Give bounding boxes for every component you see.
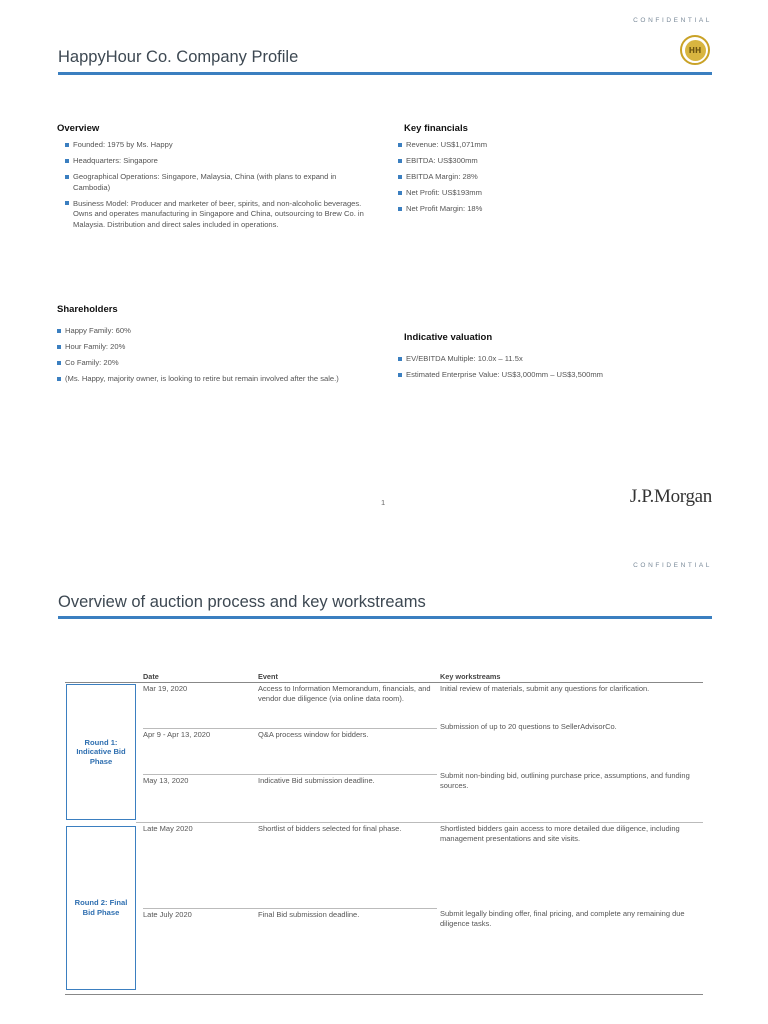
- row-date: Mar 19, 2020: [143, 684, 188, 693]
- list-item: Hour Family: 20%: [57, 342, 347, 353]
- shareholders-heading: Shareholders: [57, 304, 118, 315]
- row-event: Shortlist of bidders selected for final phase.: [258, 824, 402, 833]
- confidential-label: CONFIDENTIAL: [633, 562, 712, 569]
- row-divider: [143, 774, 437, 775]
- list-item: Revenue: US$1,071mm: [398, 140, 698, 151]
- row-workstream: Submission of up to 20 questions to SellerAdvisorCo.: [440, 722, 617, 731]
- row-event: Final Bid submission deadline.: [258, 910, 360, 919]
- jpmorgan-logo: J.P.Morgan: [629, 486, 712, 507]
- valuation-list: [398, 354, 708, 386]
- list-item: Headquarters: Singapore: [65, 156, 365, 167]
- row-date: Apr 9 - Apr 13, 2020: [143, 730, 211, 739]
- page-title: HappyHour Co. Company Profile: [58, 48, 299, 66]
- list-item: (Ms. Happy, majority owner, is looking to retire but remain involved after the sale.): [57, 374, 347, 385]
- column-header-workstreams: Key workstreams: [440, 672, 501, 681]
- overview-heading: Overview: [57, 123, 100, 134]
- row-workstream: Shortlisted bidders gain access to more detailed due diligence, including management presentations and site visits.: [440, 824, 680, 843]
- logo-emblem: HH: [685, 40, 706, 61]
- list-item: Geographical Operations: Singapore, Malaysia, China (with plans to expand in Cambodia): [65, 172, 365, 193]
- row-date: Late May 2020: [143, 824, 193, 833]
- row-event: Indicative Bid submission deadline.: [258, 776, 375, 785]
- row-divider: [143, 908, 437, 909]
- row-workstream: Initial review of materials, submit any questions for clarification.: [440, 684, 650, 693]
- table-bottom-rule: [65, 994, 703, 995]
- company-logo: [680, 35, 710, 65]
- title-rule: [58, 616, 712, 619]
- list-item: EBITDA: US$300mm: [398, 156, 698, 167]
- page-title: Overview of auction process and key workstreams: [58, 593, 426, 611]
- row-event: Access to Information Memorandum, financials, and vendor due diligence (via online data room).: [258, 684, 431, 703]
- row-event: Q&A process window for bidders.: [258, 730, 369, 739]
- key-financials-list: [398, 140, 698, 220]
- phase-divider: [136, 822, 703, 823]
- list-item: Co Family: 20%: [57, 358, 347, 369]
- row-divider: [143, 728, 437, 729]
- list-item: Founded: 1975 by Ms. Happy: [65, 140, 365, 151]
- header-rule: [65, 682, 703, 683]
- list-item: Business Model: Producer and marketer of beer, spirits, and non-alcoholic beverages. Owns and operates manufacturing in Singapore and China, outsourcing to Brew Co. in Malaysia. Distribution and direct sales included in operations.: [65, 199, 365, 231]
- confidential-label: CONFIDENTIAL: [633, 17, 712, 24]
- list-item: Net Profit: US$193mm: [398, 188, 698, 199]
- row-workstream: Submit legally binding offer, final pricing, and complete any remaining due diligence tasks.: [440, 909, 685, 928]
- valuation-heading: Indicative valuation: [404, 332, 493, 343]
- overview-list: [65, 140, 365, 236]
- phase-label-round-1: Round 1: Indicative Bid Phase: [66, 684, 136, 820]
- title-rule: [58, 72, 712, 75]
- row-date: May 13, 2020: [143, 776, 189, 785]
- list-item: EV/EBITDA Multiple: 10.0x – 11.5x: [398, 354, 708, 365]
- page-number: 1: [381, 498, 386, 507]
- phase-label-round-2: Round 2: Final Bid Phase: [66, 826, 136, 990]
- list-item: Happy Family: 60%: [57, 326, 347, 337]
- list-item: EBITDA Margin: 28%: [398, 172, 698, 183]
- row-workstream: Submit non-binding bid, outlining purchase price, assumptions, and funding sources.: [440, 771, 690, 790]
- key-financials-heading: Key financials: [404, 123, 468, 134]
- list-item: Estimated Enterprise Value: US$3,000mm – US$3,500mm: [398, 370, 708, 381]
- column-header-event: Event: [258, 672, 278, 681]
- list-item: Net Profit Margin: 18%: [398, 204, 698, 215]
- row-date: Late July 2020: [143, 910, 192, 919]
- shareholders-list: [57, 326, 347, 390]
- column-header-date: Date: [143, 672, 159, 681]
